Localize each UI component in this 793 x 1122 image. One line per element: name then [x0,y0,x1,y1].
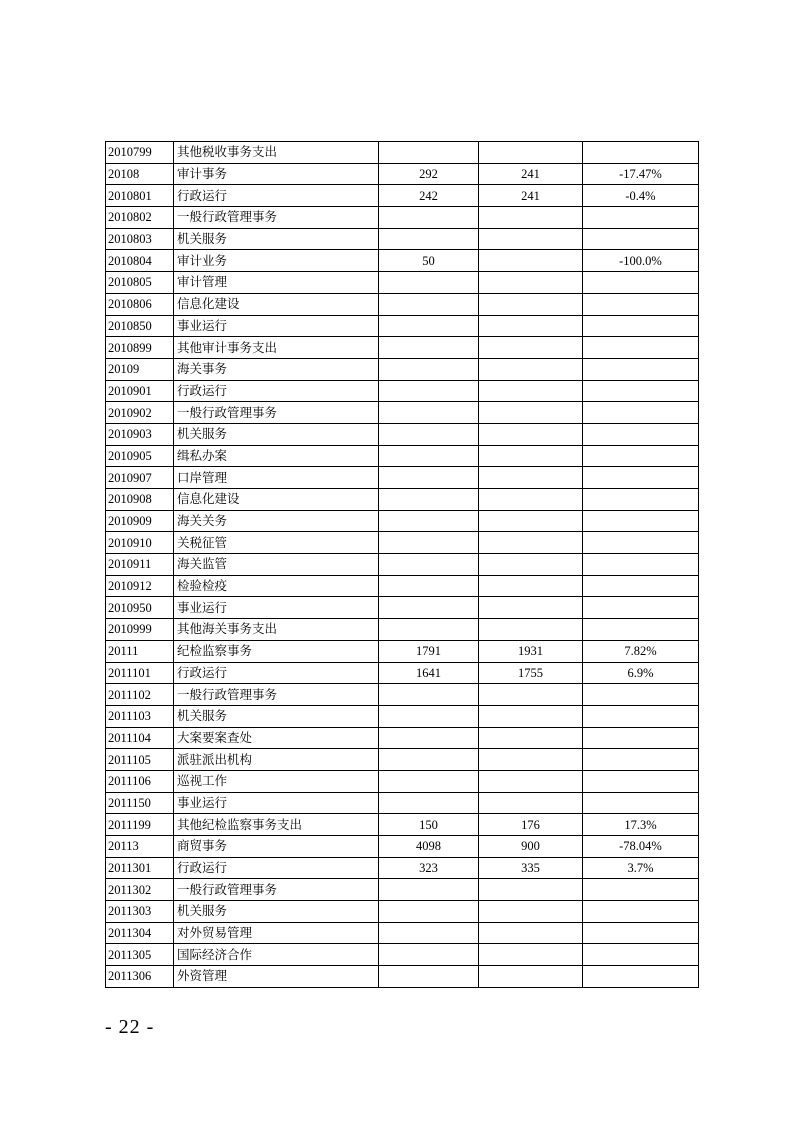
item-name-cell: 其他税收事务支出 [174,142,379,164]
value-1-cell [379,727,479,749]
value-1-cell: 323 [379,857,479,879]
table-row [106,402,699,424]
item-code-cell: 2010901 [106,380,174,402]
value-1-cell [379,142,479,164]
change-percent-cell [583,705,699,727]
item-name-cell: 大案要案查处 [174,727,379,749]
value-1-cell [379,445,479,467]
value-2-cell: 1931 [479,640,583,662]
item-name-cell: 机关服务 [174,901,379,923]
change-percent-cell [583,315,699,337]
table-row [106,575,699,597]
value-1-cell [379,380,479,402]
change-percent-cell: 17.3% [583,814,699,836]
item-name-cell: 行政运行 [174,185,379,207]
item-name-cell: 事业运行 [174,792,379,814]
value-1-cell: 1791 [379,640,479,662]
value-1-cell [379,402,479,424]
item-code-cell: 2011305 [106,944,174,966]
table-row [106,705,699,727]
item-code-cell: 2010903 [106,423,174,445]
change-percent-cell [583,467,699,489]
value-1-cell [379,792,479,814]
item-name-cell: 审计业务 [174,250,379,272]
value-1-cell [379,922,479,944]
table-row [106,944,699,966]
item-name-cell: 行政运行 [174,380,379,402]
item-code-cell: 2010950 [106,597,174,619]
item-code-cell: 2011199 [106,814,174,836]
value-1-cell [379,228,479,250]
item-name-cell: 信息化建设 [174,293,379,315]
item-code-cell: 2011302 [106,879,174,901]
item-code-cell: 2011303 [106,901,174,923]
value-2-cell [479,770,583,792]
change-percent-cell: -0.4% [583,185,699,207]
value-2-cell: 176 [479,814,583,836]
value-2-cell [479,922,583,944]
item-code-cell: 2011105 [106,749,174,771]
value-1-cell [379,554,479,576]
item-code-cell: 2010912 [106,575,174,597]
item-name-cell: 对外贸易管理 [174,922,379,944]
item-code-cell: 2010910 [106,532,174,554]
item-code-cell: 2010804 [106,250,174,272]
value-2-cell [479,879,583,901]
value-1-cell [379,532,479,554]
value-2-cell [479,705,583,727]
item-name-cell: 审计事务 [174,163,379,185]
value-2-cell [479,901,583,923]
table-row [106,163,699,185]
change-percent-cell [583,575,699,597]
value-2-cell [479,944,583,966]
value-1-cell: 1641 [379,662,479,684]
change-percent-cell [583,358,699,380]
table-row [106,597,699,619]
table-row [106,293,699,315]
change-percent-cell [583,272,699,294]
value-2-cell [479,966,583,988]
value-1-cell [379,272,479,294]
item-code-cell: 2010799 [106,142,174,164]
value-2-cell [479,554,583,576]
value-1-cell [379,749,479,771]
table-row [106,727,699,749]
table-row [106,532,699,554]
table-row [106,272,699,294]
change-percent-cell [583,445,699,467]
table-row [106,814,699,836]
item-name-cell: 审计管理 [174,272,379,294]
value-2-cell [479,228,583,250]
change-percent-cell [583,922,699,944]
item-name-cell: 事业运行 [174,597,379,619]
change-percent-cell [583,749,699,771]
value-2-cell [479,792,583,814]
value-2-cell [479,619,583,641]
table-row [106,879,699,901]
change-percent-cell [583,727,699,749]
item-name-cell: 行政运行 [174,857,379,879]
change-percent-cell [583,337,699,359]
item-name-cell: 信息化建设 [174,489,379,511]
change-percent-cell [583,597,699,619]
change-percent-cell: -78.04% [583,836,699,858]
item-name-cell: 关税征管 [174,532,379,554]
table-row [106,337,699,359]
table-row [106,510,699,532]
item-code-cell: 20109 [106,358,174,380]
change-percent-cell: 7.82% [583,640,699,662]
table-row [106,185,699,207]
value-2-cell [479,467,583,489]
item-code-cell: 2010905 [106,445,174,467]
change-percent-cell [583,619,699,641]
item-code-cell: 20111 [106,640,174,662]
value-1-cell [379,944,479,966]
table-row [106,228,699,250]
item-code-cell: 2011103 [106,705,174,727]
table-row [106,922,699,944]
value-1-cell [379,207,479,229]
value-1-cell [379,575,479,597]
change-percent-cell [583,423,699,445]
value-2-cell [479,315,583,337]
table-row [106,684,699,706]
item-code-cell: 2010850 [106,315,174,337]
item-code-cell: 2010999 [106,619,174,641]
change-percent-cell [583,944,699,966]
item-name-cell: 派驻派出机构 [174,749,379,771]
item-name-cell: 一般行政管理事务 [174,684,379,706]
item-code-cell: 2011101 [106,662,174,684]
change-percent-cell: 3.7% [583,857,699,879]
table-row [106,640,699,662]
value-1-cell [379,966,479,988]
table-row [106,423,699,445]
change-percent-cell [583,966,699,988]
table-row [106,857,699,879]
item-name-cell: 其他纪检监察事务支出 [174,814,379,836]
value-2-cell [479,684,583,706]
item-code-cell: 2011104 [106,727,174,749]
change-percent-cell [583,293,699,315]
value-2-cell [479,749,583,771]
table-row [106,315,699,337]
value-1-cell: 4098 [379,836,479,858]
change-percent-cell [583,228,699,250]
item-name-cell: 商贸事务 [174,836,379,858]
value-1-cell [379,901,479,923]
value-1-cell [379,489,479,511]
value-2-cell: 241 [479,163,583,185]
item-code-cell: 20113 [106,836,174,858]
change-percent-cell [583,402,699,424]
item-code-cell: 2010802 [106,207,174,229]
table-row [106,380,699,402]
item-code-cell: 2010806 [106,293,174,315]
change-percent-cell: -17.47% [583,163,699,185]
value-2-cell [479,597,583,619]
item-name-cell: 外资管理 [174,966,379,988]
table-row [106,836,699,858]
item-name-cell: 机关服务 [174,228,379,250]
value-2-cell: 900 [479,836,583,858]
table-row [106,901,699,923]
table-row [106,770,699,792]
change-percent-cell [583,489,699,511]
item-name-cell: 国际经济合作 [174,944,379,966]
table-row [106,966,699,988]
value-2-cell [479,423,583,445]
value-1-cell [379,337,479,359]
item-name-cell: 机关服务 [174,705,379,727]
value-1-cell [379,423,479,445]
budget-table-body [106,142,699,988]
value-2-cell: 335 [479,857,583,879]
table-row [106,467,699,489]
item-code-cell: 20108 [106,163,174,185]
table-row [106,792,699,814]
page-number: - 22 - [105,1016,155,1038]
table-row [106,142,699,164]
item-code-cell: 2010801 [106,185,174,207]
item-name-cell: 缉私办案 [174,445,379,467]
table-row [106,250,699,272]
value-2-cell [479,293,583,315]
item-name-cell: 口岸管理 [174,467,379,489]
item-code-cell: 2010911 [106,554,174,576]
change-percent-cell: 6.9% [583,662,699,684]
table-row [106,662,699,684]
value-2-cell [479,727,583,749]
value-1-cell [379,705,479,727]
item-name-cell: 一般行政管理事务 [174,879,379,901]
value-1-cell: 150 [379,814,479,836]
value-2-cell [479,337,583,359]
change-percent-cell: -100.0% [583,250,699,272]
value-1-cell [379,510,479,532]
value-1-cell [379,684,479,706]
value-2-cell [479,142,583,164]
change-percent-cell [583,901,699,923]
value-1-cell [379,879,479,901]
item-code-cell: 2010907 [106,467,174,489]
table-row [106,489,699,511]
value-2-cell [479,207,583,229]
item-code-cell: 2010899 [106,337,174,359]
item-name-cell: 机关服务 [174,423,379,445]
item-code-cell: 2011150 [106,792,174,814]
change-percent-cell [583,532,699,554]
change-percent-cell [583,207,699,229]
value-1-cell [379,358,479,380]
value-1-cell [379,293,479,315]
item-name-cell: 检验检疫 [174,575,379,597]
change-percent-cell [583,142,699,164]
value-2-cell: 241 [479,185,583,207]
item-code-cell: 2011102 [106,684,174,706]
change-percent-cell [583,380,699,402]
item-name-cell: 巡视工作 [174,770,379,792]
item-code-cell: 2011304 [106,922,174,944]
item-name-cell: 一般行政管理事务 [174,402,379,424]
value-1-cell [379,315,479,337]
value-1-cell [379,770,479,792]
item-code-cell: 2011106 [106,770,174,792]
table-row [106,358,699,380]
item-name-cell: 行政运行 [174,662,379,684]
change-percent-cell [583,792,699,814]
item-name-cell: 海关关务 [174,510,379,532]
item-name-cell: 其他审计事务支出 [174,337,379,359]
table-row [106,749,699,771]
change-percent-cell [583,554,699,576]
value-1-cell: 50 [379,250,479,272]
value-2-cell [479,380,583,402]
value-2-cell [479,575,583,597]
value-1-cell: 242 [379,185,479,207]
value-2-cell [479,272,583,294]
item-code-cell: 2011306 [106,966,174,988]
item-name-cell: 事业运行 [174,315,379,337]
value-2-cell [479,358,583,380]
table-row [106,554,699,576]
item-name-cell: 其他海关事务支出 [174,619,379,641]
value-2-cell [479,445,583,467]
value-2-cell [479,489,583,511]
item-code-cell: 2010902 [106,402,174,424]
item-code-cell: 2010805 [106,272,174,294]
value-1-cell [379,619,479,641]
item-name-cell: 海关监管 [174,554,379,576]
item-name-cell: 一般行政管理事务 [174,207,379,229]
item-name-cell: 纪检监察事务 [174,640,379,662]
value-2-cell: 1755 [479,662,583,684]
value-1-cell [379,467,479,489]
budget-table [105,141,699,988]
value-2-cell [479,532,583,554]
change-percent-cell [583,879,699,901]
value-2-cell [479,402,583,424]
item-name-cell: 海关事务 [174,358,379,380]
item-code-cell: 2010909 [106,510,174,532]
table-row [106,619,699,641]
change-percent-cell [583,510,699,532]
item-code-cell: 2010908 [106,489,174,511]
table-row [106,445,699,467]
item-code-cell: 2011301 [106,857,174,879]
change-percent-cell [583,684,699,706]
value-2-cell [479,250,583,272]
table-row [106,207,699,229]
item-code-cell: 2010803 [106,228,174,250]
value-2-cell [479,510,583,532]
value-1-cell: 292 [379,163,479,185]
value-1-cell [379,597,479,619]
change-percent-cell [583,770,699,792]
